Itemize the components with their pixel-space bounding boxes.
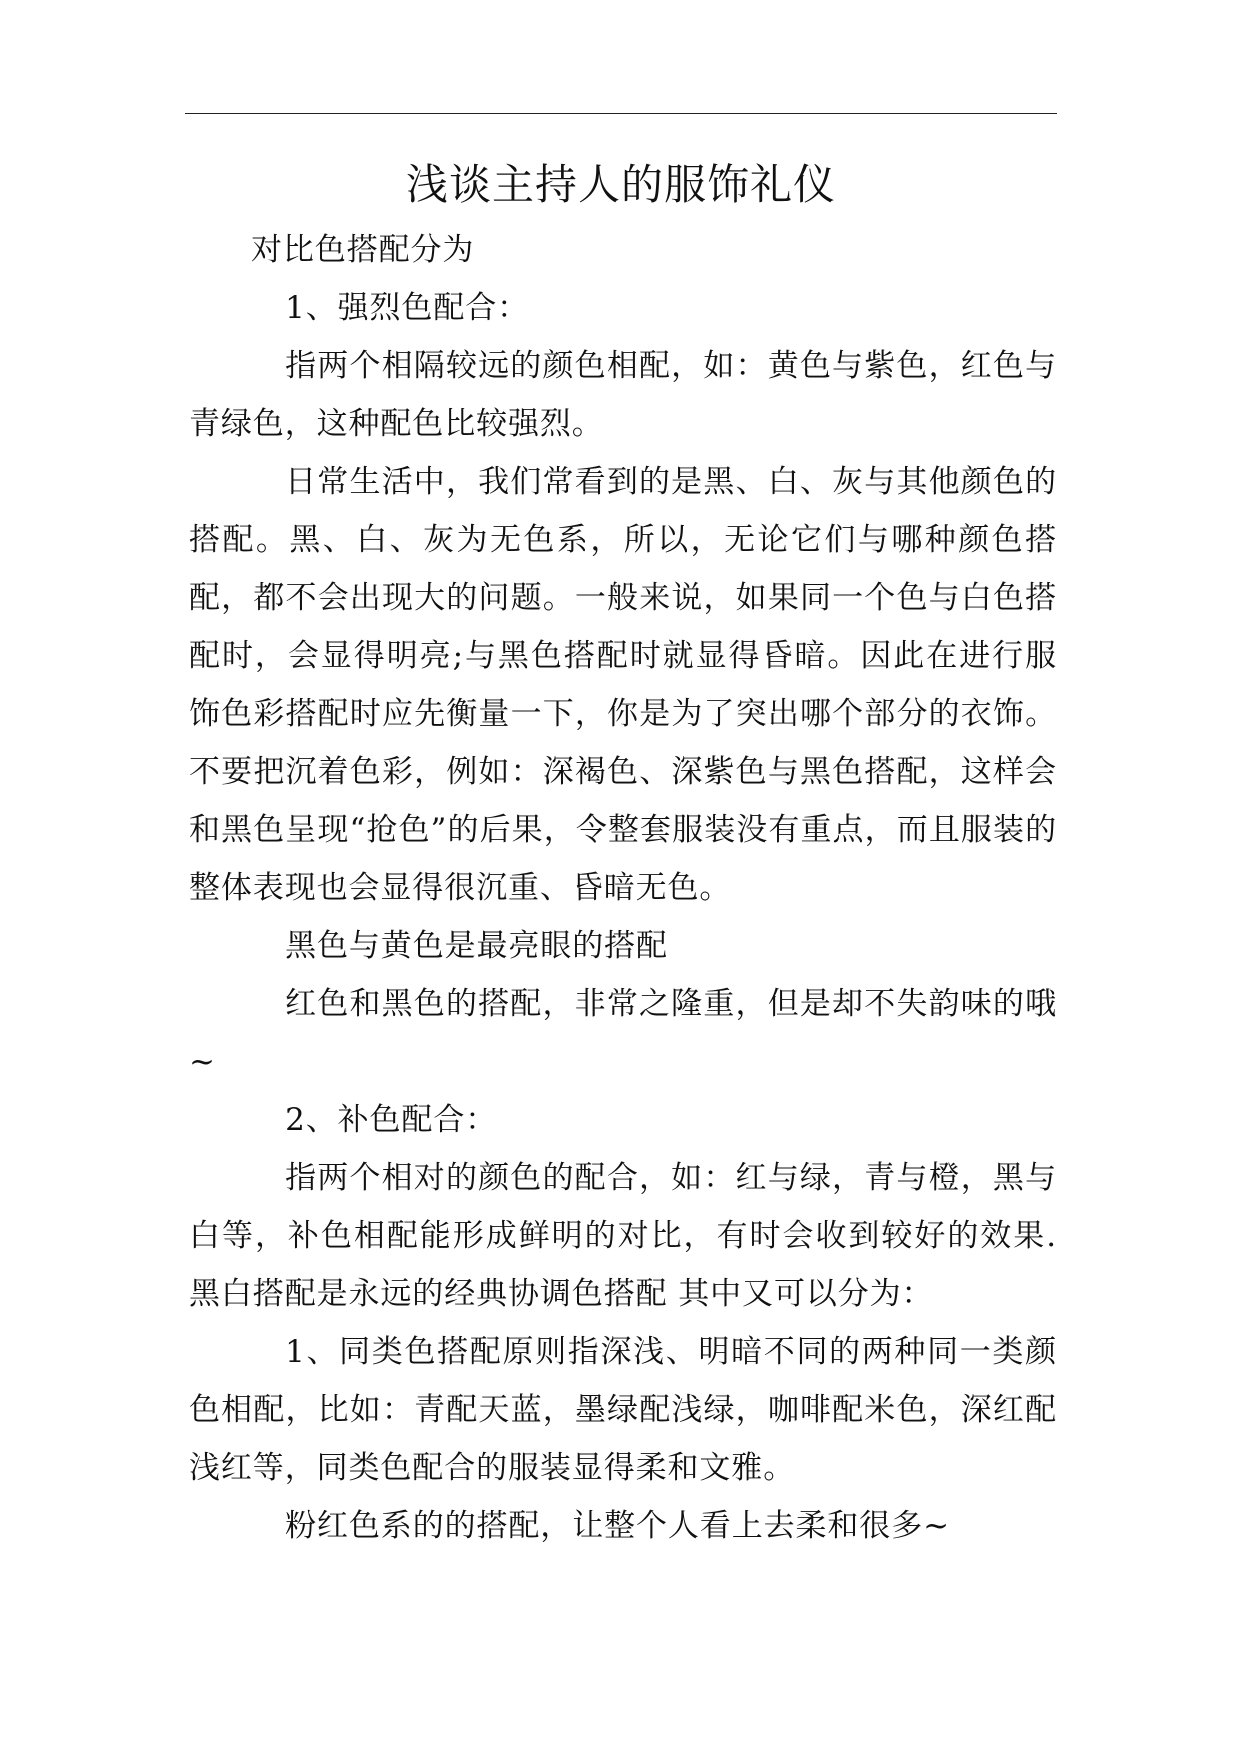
paragraph: 粉红色系的的搭配，让整个人看上去柔和很多~: [285, 1508, 950, 1544]
paragraph: 对比色搭配分为: [251, 232, 475, 268]
paragraph: 日常生活中，我们常看到的是黑、白、灰与其他颜色的搭配。黑、白、灰为无色系，所以，无论它们与哪种颜色搭配，都不会出现大的问题。一般来说，如果同一个色与白色搭配时，会显得明亮;与黑色搭配时就显得昏暗。因此在进行服饰色彩搭配时应先衡量一下，你是为了突出哪个部分的衣饰。不要把沉着色彩，例如：深褐色、深紫色与黑色搭配，这样会和黑色呈现“抢色”的后果，令整套服装没有重点，而且服装的整体表现也会显得很沉重、昏暗无色。: [189, 464, 1057, 906]
paragraph: 红色和黑色的搭配，非常之隆重，但是却不失韵味的哦~: [189, 986, 1057, 1080]
document-title: 浅谈主持人的服饰礼仪: [405, 160, 836, 209]
paragraph: 2、补色配合：: [285, 1102, 498, 1138]
paragraph: 1、同类色搭配原则指深浅、明暗不同的两种同一类颜色相配，比如：青配天蓝，墨绿配浅绿，咖啡配米色，深红配浅红等，同类色配合的服装显得柔和文雅。: [189, 1334, 1057, 1486]
paragraph: 黑色与黄色是最亮眼的搭配: [285, 928, 668, 964]
paragraph: 指两个相隔较远的颜色相配，如：黄色与紫色，红色与青绿色，这种配色比较强烈。: [189, 348, 1057, 442]
header-rule: [185, 113, 1057, 114]
document-body: [189, 221, 1057, 1555]
paragraph: 指两个相对的颜色的配合，如：红与绿，青与橙，黑与白等，补色相配能形成鲜明的对比，有时会收到较好的效果.黑白搭配是永远的经典协调色搭配 其中又可以分为：: [189, 1160, 1057, 1312]
paragraph: 1、强烈色配合：: [285, 290, 530, 326]
